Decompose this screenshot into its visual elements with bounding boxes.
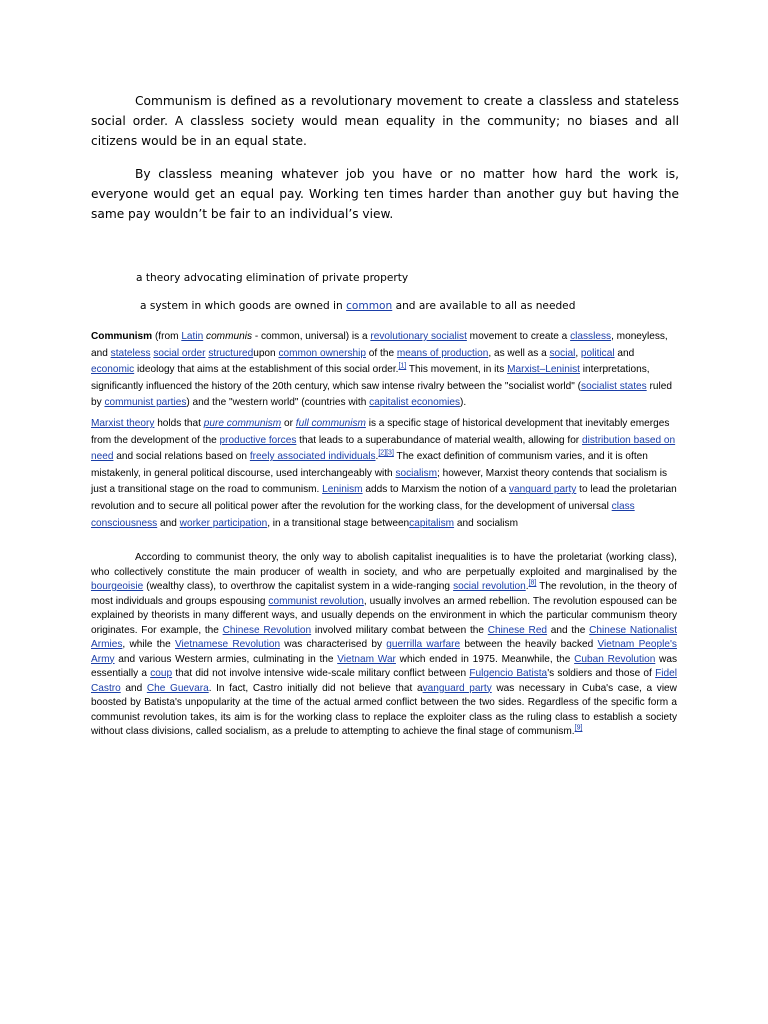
definition-line-2	[140, 299, 575, 313]
hyperlink[interactable]: Vietnam War	[337, 653, 396, 665]
hyperlink[interactable]: revolutionary socialist	[370, 331, 467, 342]
text-run: and are available to all as needed	[392, 300, 576, 312]
text-run: a theory advocating elimination of private property	[136, 272, 409, 284]
hyperlink[interactable]: capitalist economies	[369, 397, 461, 409]
text-run: movement to create a	[466, 331, 571, 342]
hyperlink[interactable]: bourgeoisie	[91, 581, 144, 592]
intro-paragraph-2	[91, 164, 679, 224]
hyperlink[interactable]: structured	[208, 347, 254, 359]
hyperlink[interactable]: distribution based on need	[91, 434, 676, 463]
hyperlink[interactable]: social revolution	[453, 581, 526, 592]
hyperlink[interactable]: stateless	[110, 347, 151, 359]
hyperlink[interactable]: class consciousness	[91, 500, 635, 529]
text-run: Communism is defined as a revolutionary movement to create a classless and stateless social order. A classless society would mean equality in the community; no biases and all citizens would be in an equal state.	[91, 94, 679, 148]
citation-superscript	[378, 450, 394, 457]
wiki-paragraph-communism	[91, 329, 677, 412]
text-run: involved military combat between the	[311, 624, 488, 636]
definition-line-1	[136, 271, 408, 285]
hyperlink[interactable]: Che Guevara	[146, 682, 209, 694]
reference-link[interactable]: [9]	[574, 724, 583, 732]
hyperlink[interactable]: means of production	[396, 347, 489, 359]
text-run: was necessary in Cuba's case, a view boosted by Batista's unpopularity at the time of the actual armed conflict between the two sides. Regardless of the specific form a communist revolution takes, its aim is for the working class to replace the exploiter class as the ruling class to establish a society without class divisions, called socialism, as a prelude to attempting to achieve the final stage of communism.	[91, 682, 677, 737]
hyperlink[interactable]: Leninism	[322, 484, 363, 496]
text-run: ).	[460, 397, 467, 409]
hyperlink[interactable]: full communism	[295, 418, 366, 429]
text-run: The revolution, in the theory of most individuals and groups espousing	[91, 581, 677, 607]
wiki-paragraph-marxist-theory	[91, 416, 677, 532]
text-run: By classless meaning whatever job you have or no matter how hard the work is, everyone would get an equal pay. Working ten times harder than another guy but having the same pay wouldn’t be fair to an individual’s view.	[91, 167, 679, 221]
text-run: .	[525, 581, 529, 592]
hyperlink[interactable]: Cuban Revolution	[574, 653, 656, 665]
hyperlink[interactable]: Latin	[181, 331, 204, 342]
hyperlink[interactable]: Chinese Revolution	[222, 624, 312, 636]
reference-link[interactable]: [2][3]	[378, 449, 394, 457]
text-run: of the	[366, 347, 397, 359]
hyperlink[interactable]: productive forces	[219, 434, 297, 446]
text-run: and socialism	[454, 517, 519, 529]
hyperlink[interactable]: Marxist theory	[91, 418, 155, 429]
text-run: , usually involves an armed rebellion. The revolution espoused can be explained by theorists in many different ways, and usually depends on the environment in which the particular communism theory originates. For example, the	[91, 595, 677, 636]
text-run: and social relations based on	[113, 451, 250, 463]
hyperlink[interactable]: Marxist–Leninist	[507, 364, 580, 376]
wiki-paragraph-revolution	[91, 551, 677, 740]
bold-term: Communism	[91, 331, 153, 342]
hyperlink[interactable]: pure communism	[203, 418, 282, 429]
text-run: , while the	[122, 639, 175, 650]
text-run: that leads to a superabundance of material wealth, allowing for	[296, 434, 582, 446]
hyperlink[interactable]: Fidel Castro	[91, 668, 677, 694]
text-run: - common, universal) is a	[252, 331, 371, 342]
hyperlink[interactable]: Fulgencio Batista	[469, 668, 548, 679]
italic-term: communis	[206, 331, 253, 342]
text-run: interpretations, significantly influenced the history of the 20th century, which saw intense rivalry between the "socialist world" (	[91, 364, 650, 392]
hyperlink[interactable]: Vietnam People's Army	[91, 639, 677, 665]
text-run: ,	[575, 347, 581, 359]
text-run: , in a transitional stage between	[267, 517, 410, 529]
text-run: upon	[253, 347, 279, 359]
hyperlink[interactable]: common ownership	[278, 347, 366, 359]
hyperlink[interactable]: communist parties	[104, 397, 187, 409]
hyperlink[interactable]: vanguard party	[509, 484, 577, 496]
text-run: that did not involve intensive wide-scale military conflict between	[172, 668, 470, 679]
intro-paragraph-1	[91, 91, 679, 151]
text-run: (from	[152, 331, 182, 342]
text-run: which ended in 1975. Meanwhile, the	[395, 653, 575, 665]
text-run: According to communist theory, the only way to abolish capitalist inequalities is to have the proletariat (working class), who collectively constitute the main producer of wealth in society, and who are perpetually exploited and marginalised by the	[91, 552, 677, 578]
text-run: (wealthy class), to overthrow the capitalist system in a wide-ranging	[143, 581, 454, 592]
hyperlink[interactable]: social	[549, 347, 576, 359]
text-run: , as well as a	[488, 347, 550, 359]
text-run: and the	[547, 624, 590, 636]
text-run: was characterised by	[280, 639, 387, 650]
text-run: adds to Marxism the notion of a	[362, 484, 509, 496]
text-run: The exact definition of communism varies, and it is often mistakenly, in general political discourse, used interchangeably with	[91, 451, 648, 479]
hyperlink[interactable]: Chinese Nationalist Armies	[91, 624, 677, 650]
hyperlink[interactable]: freely associated individuals	[249, 451, 376, 463]
text-run: was essentially a	[91, 653, 677, 679]
hyperlink[interactable]: socialism	[395, 467, 437, 479]
hyperlink[interactable]: economic	[91, 364, 135, 376]
hyperlink[interactable]: coup	[150, 668, 173, 679]
hyperlink[interactable]: social order	[153, 347, 206, 359]
text-run: is a specific stage of historical development that inevitably emerges from the development of the	[91, 418, 670, 446]
text-run: ; however, Marxist theory contends that socialism is just a transitional stage on the road to communism.	[91, 467, 667, 496]
text-run: , moneyless, and	[91, 331, 668, 359]
text-run: to lead the proletarian revolution and to secure all political power after the revolution for the working class, for the development of universal	[91, 484, 677, 512]
hyperlink[interactable]: political	[580, 347, 615, 359]
text-run: ) and the "western world" (countries with	[186, 397, 370, 409]
text-run: a system in which goods are owned in	[140, 300, 347, 312]
citation-superscript	[575, 725, 583, 732]
hyperlink[interactable]: worker participation	[179, 517, 268, 529]
text-run: or	[281, 418, 296, 429]
text-run: . In fact, Castro initially did not believe that a	[208, 682, 423, 694]
text-run: This movement, in its	[406, 364, 508, 376]
text-run: 's soldiers and those of	[547, 668, 656, 679]
text-run: holds that	[154, 418, 204, 429]
hyperlink[interactable]: classless	[570, 331, 612, 342]
hyperlink[interactable]: Vietnamese Revolution	[175, 639, 281, 650]
text-run: .	[375, 451, 379, 463]
reference-link[interactable]: [8]	[528, 579, 537, 587]
reference-link[interactable]: [1]	[398, 362, 407, 370]
text-run: ruled by	[91, 380, 672, 409]
hyperlink[interactable]: Chinese Red	[487, 624, 548, 636]
text-run: and	[614, 347, 635, 359]
text-run: and various Western armies, culminating in the	[114, 653, 338, 665]
text-run: and	[120, 682, 147, 694]
text-run: between the heavily backed	[460, 639, 598, 650]
hyperlink[interactable]: socialist states	[581, 380, 647, 392]
hyperlink[interactable]: guerrilla warfare	[386, 639, 461, 650]
text-run: and	[157, 517, 180, 529]
hyperlink[interactable]: vanguard party	[422, 682, 492, 694]
hyperlink[interactable]: communist revolution	[268, 595, 364, 607]
hyperlink[interactable]: common	[346, 300, 393, 312]
hyperlink[interactable]: capitalism	[409, 517, 455, 529]
text-run: ideology that aims at the establishment of this social order.	[134, 364, 399, 376]
